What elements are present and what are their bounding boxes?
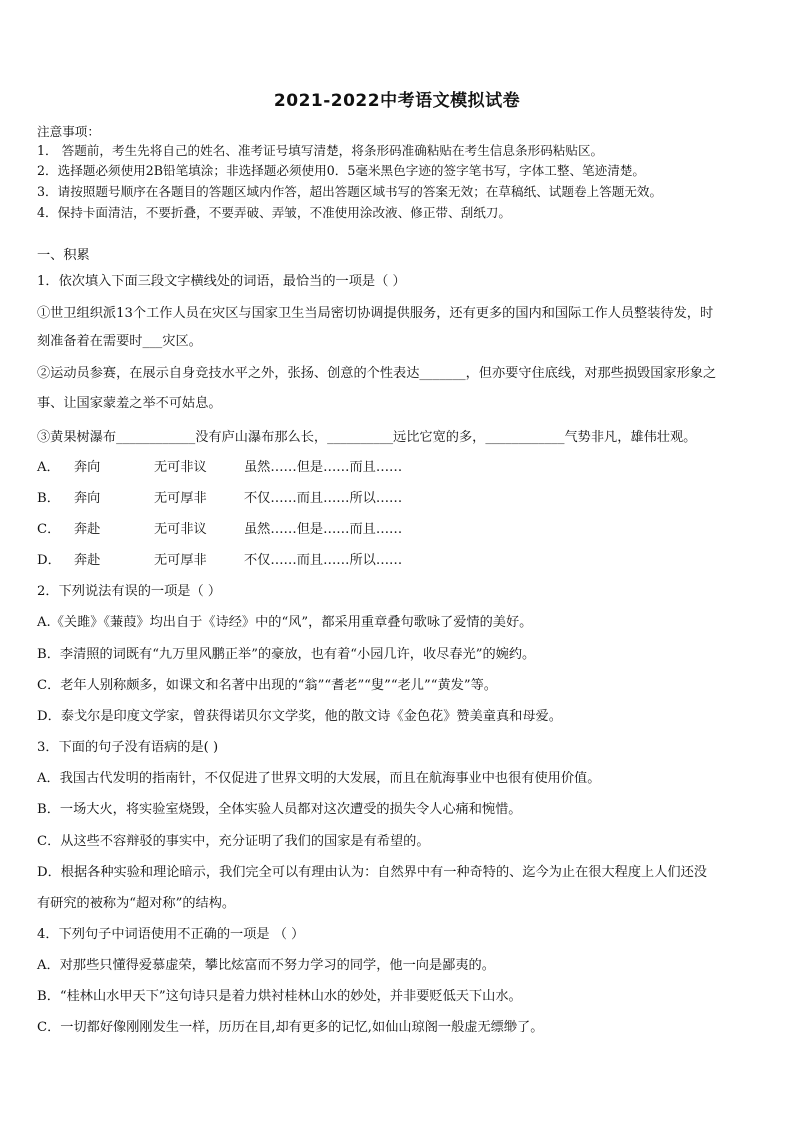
q1-sentence-3: ③黄果树瀑布____________没有庐山瀑布那么长，__________远比它宽的多，____________气势非凡，雄伟壮观。 [37, 430, 697, 445]
q1-option-d [37, 552, 402, 570]
notice-item-1: 1． 答题前，考生先将自己的姓名、准考证号填写清楚，将条形码准确粘贴在考生信息条形码粘贴区。 [37, 143, 604, 158]
q1-stem: 1．依次填入下面三段文字横线处的词语，最恰当的一项是（ ） [37, 274, 406, 289]
q3-option-d-line-2: 有研究的被称为“超对称”的结构。 [37, 896, 236, 911]
q3-option-a: A．我国古代发明的指南针，不仅促进了世界文明的大发展，而且在航海事业中也很有使用价值。 [37, 771, 601, 786]
page-title: 2021-2022中考语文模拟试卷 [273, 91, 521, 111]
q2-stem: 2．下列说法有误的一项是（ ） [37, 584, 222, 599]
notice-item-2: 2．选择题必须使用2B铅笔填涂；非选择题必须使用0．5毫米黑色字迹的签字笔书写，字体工整、笔迹清楚。 [37, 163, 646, 178]
option-label: B． [37, 491, 60, 506]
option-word-3: 虽然……但是……而且…… [244, 522, 403, 537]
q1-option-a [37, 459, 402, 477]
q3-option-d-line-1: D．根据各种实验和理论暗示，我们完全可以有理由认为：自然界中有一种奇特的、迄今为止在很大程度上人们还没 [37, 865, 707, 880]
q2-option-d: D．泰戈尔是印度文学家，曾获得诺贝尔文学奖，他的散文诗《金色花》赞美童真和母爱。 [37, 709, 562, 724]
notice-item-3: 3．请按照题号顺序在各题目的答题区域内作答，超出答题区域书写的答案无效；在草稿纸、试题卷上答题无效。 [37, 184, 663, 199]
q2-option-c: C．老年人别称颇多，如课文和名著中出现的“翁”“耆老”“叟”“老儿”“黄发”等。 [37, 678, 497, 693]
q3-option-c: C．从这些不容辩驳的事实中，充分证明了我们的国家是有希望的。 [37, 834, 430, 849]
q2-option-b: B．李清照的词既有“九万里风鹏正举”的豪放，也有着“小园几许，收尽春光”的婉约。 [37, 647, 536, 662]
notice-item-4: 4．保持卡面清洁，不要折叠，不要弄破、弄皱，不准使用涂改液、修正带、刮纸刀。 [37, 205, 511, 220]
option-word-1: 奔赴 [74, 522, 101, 537]
q1-sentence-2-line-1: ②运动员参赛，在展示自身竞技水平之外，张扬、创意的个性表达_______，但亦要守住底线，对那些损毁国家形象之 [37, 366, 717, 381]
option-word-1: 奔向 [74, 460, 101, 475]
q1-option-c [37, 521, 402, 539]
option-word-2: 无可非议 [154, 460, 207, 475]
q1-sentence-1-line-1: ①世卫组织派13个工作人员在灾区与国家卫生当局密切协调提供服务，还有更多的国内和国际工作人员整装待发，时 [37, 306, 714, 321]
option-word-2: 无可厚非 [154, 553, 207, 568]
q4-option-b: B．“桂林山水甲天下”这句诗只是着力烘衬桂林山水的妙处，并非要贬低天下山水。 [37, 989, 522, 1004]
q1-sentence-1-line-2: 刻准备着在需要时___灾区。 [37, 334, 202, 349]
q3-stem: 3．下面的句子没有语病的是( ) [37, 740, 219, 755]
q4-stem: 4．下列句子中词语使用不正确的一项是 （ ） [37, 927, 305, 942]
q2-option-a: A.《关雎》《蒹葭》均出自于《诗经》中的“风”，都采用重章叠句歌咏了爱情的美好。 [37, 615, 533, 630]
option-label: A． [37, 460, 60, 475]
option-word-3: 不仅……而且……所以…… [244, 491, 403, 506]
q3-option-b: B．一场大火，将实验室烧毁，全体实验人员都对这次遭受的损失令人心痛和惋惜。 [37, 802, 522, 817]
option-word-1: 奔赴 [74, 553, 101, 568]
option-word-3: 虽然……但是……而且…… [244, 460, 403, 475]
notice-heading: 注意事项： [37, 124, 100, 139]
q1-option-b [37, 490, 402, 508]
q4-option-a: A．对那些只懂得爱慕虚荣，攀比炫富而不努力学习的同学，他一向是鄙夷的。 [37, 958, 495, 973]
q4-option-c: C．一切都好像刚刚发生一样，历历在目,却有更多的记忆,如仙山琼阁一般虚无缥缈了。 [37, 1020, 544, 1035]
option-word-2: 无可厚非 [154, 491, 207, 506]
section-heading: 一、积累 [37, 248, 90, 263]
option-word-1: 奔向 [74, 491, 101, 506]
option-label: C． [37, 522, 61, 537]
q1-sentence-2-line-2: 事、让国家蒙羞之举不可姑息。 [37, 396, 222, 411]
option-label: D． [37, 553, 61, 568]
option-word-2: 无可非议 [154, 522, 207, 537]
option-word-3: 不仅……而且……所以…… [244, 553, 403, 568]
